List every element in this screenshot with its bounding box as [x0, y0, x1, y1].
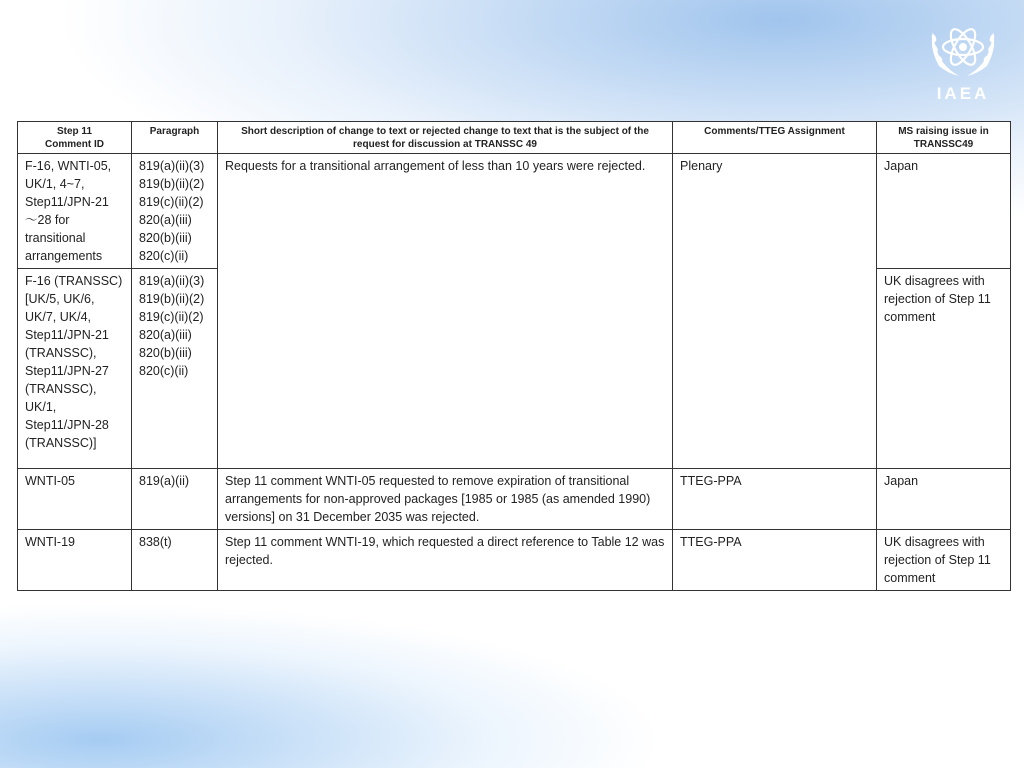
- cell-ms-raising: Japan: [877, 154, 1011, 269]
- cell-ms-raising: Japan: [877, 469, 1011, 530]
- cell-paragraph: 838(t): [132, 530, 218, 591]
- cell-assignment: TTEG-PPA: [673, 469, 877, 530]
- cell-comment-id: WNTI-05: [18, 469, 132, 530]
- header-assignment: Comments/TTEG Assignment: [673, 122, 877, 154]
- table-row: [18, 154, 1011, 269]
- cell-description: Step 11 comment WNTI-05 requested to remove expiration of transitional arrangements for non-approved packages [1985 or 1985 (as amended 1990) versions] on 31 December 2035 was rejected.: [218, 469, 673, 530]
- atom-laurel-icon: [925, 14, 1001, 84]
- table-row: [18, 469, 1011, 530]
- header-ms-raising: MS raising issue in TRANSSC49: [877, 122, 1011, 154]
- iaea-logo: [925, 14, 1001, 106]
- header-paragraph: Paragraph: [132, 122, 218, 154]
- cell-ms-raising: UK disagrees with rejection of Step 11 comment: [877, 269, 1011, 469]
- cell-comment-id: F-16, WNTI-05, UK/1, 4~7, Step11/JPN-21 ～28 for transitional arrangements: [18, 154, 132, 269]
- cell-description: Step 11 comment WNTI-19, which requested a direct reference to Table 12 was rejected.: [218, 530, 673, 591]
- logo-text: IAEA: [936, 84, 990, 103]
- cell-assignment: Plenary: [673, 154, 877, 469]
- cell-description: Requests for a transitional arrangement of less than 10 years were rejected.: [218, 154, 673, 469]
- header-comment-id: Step 11 Comment ID: [18, 122, 132, 154]
- cell-paragraph: 819(a)(ii): [132, 469, 218, 530]
- header-description: Short description of change to text or rejected change to text that is the subject of the request for discussion at TRANSSC 49: [218, 122, 673, 154]
- table-header-row: [18, 122, 1011, 154]
- issues-table: [17, 121, 1011, 591]
- cell-ms-raising: UK disagrees with rejection of Step 11 comment: [877, 530, 1011, 591]
- table-row: [18, 530, 1011, 591]
- cell-assignment: TTEG-PPA: [673, 530, 877, 591]
- cell-comment-id: F-16 (TRANSSC) [UK/5, UK/6, UK/7, UK/4, Step11/JPN-21 (TRANSSC), Step11/JPN-27 (TRANSSC), UK/1, Step11/JPN-28 (TRANSSC)]: [18, 269, 132, 469]
- cell-paragraph: 819(a)(ii)(3) 819(b)(ii)(2) 819(c)(ii)(2) 820(a)(iii) 820(b)(iii) 820(c)(ii): [132, 154, 218, 269]
- cell-paragraph: 819(a)(ii)(3) 819(b)(ii)(2) 819(c)(ii)(2) 820(a)(iii) 820(b)(iii) 820(c)(ii): [132, 269, 218, 469]
- cell-comment-id: WNTI-19: [18, 530, 132, 591]
